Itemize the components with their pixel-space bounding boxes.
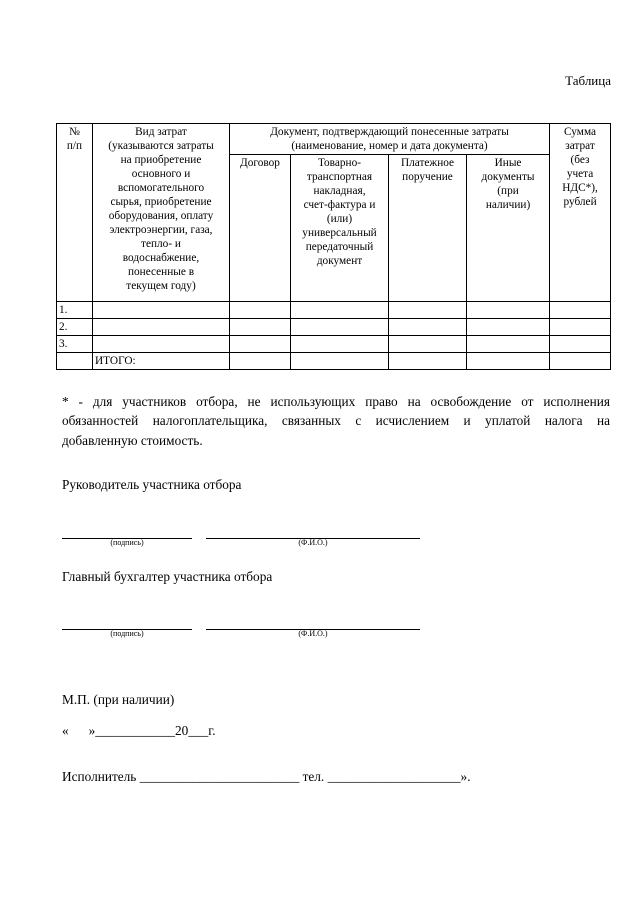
head-name-caption: (Ф.И.О.) bbox=[298, 538, 328, 547]
cell-cost-type bbox=[93, 302, 230, 319]
cell-cost-type bbox=[93, 336, 230, 353]
row-num: 1. bbox=[57, 302, 93, 319]
cell-invoice bbox=[291, 319, 389, 336]
total-contract bbox=[230, 353, 291, 370]
header-num: № п/п bbox=[57, 124, 93, 302]
head-signature-title: Руководитель участника отбора bbox=[62, 477, 242, 492]
cell-other-docs bbox=[467, 302, 550, 319]
cell-payment-order bbox=[389, 319, 467, 336]
vat-footnote bbox=[62, 392, 610, 450]
header-contract: Договор bbox=[230, 155, 291, 302]
footnote-line: обязанностей налогоплательщика, связанных с исчислением и уплатой налога на bbox=[62, 413, 610, 429]
header-payment-order: Платежное поручение bbox=[389, 155, 467, 302]
accountant-name-caption: (Ф.И.О.) bbox=[298, 629, 328, 638]
accountant-signature-title: Главный бухгалтер участника отбора bbox=[62, 569, 273, 584]
header-invoice: Товарно- транспортная накладная, счет-фактура и (или) универсальный передаточный документ bbox=[291, 155, 389, 302]
costs-table bbox=[56, 123, 611, 370]
cell-amount bbox=[550, 319, 611, 336]
cell-payment-order bbox=[389, 336, 467, 353]
stamp-text: М.П. (при наличии) bbox=[62, 692, 175, 707]
total-num-cell bbox=[57, 353, 93, 370]
row-num: 2. bbox=[57, 319, 93, 336]
row-num: 3. bbox=[57, 336, 93, 353]
total-payment-order bbox=[389, 353, 467, 370]
cell-contract bbox=[230, 319, 291, 336]
total-row bbox=[57, 353, 611, 370]
cell-invoice bbox=[291, 302, 389, 319]
cell-other-docs bbox=[467, 319, 550, 336]
cell-contract bbox=[230, 336, 291, 353]
head-signature-caption: (подпись) bbox=[110, 538, 144, 547]
cell-amount bbox=[550, 302, 611, 319]
cell-payment-order bbox=[389, 302, 467, 319]
cell-amount bbox=[550, 336, 611, 353]
table-row bbox=[57, 319, 611, 336]
header-cost-type: Вид затрат (указываются затраты на приобретение основного и вспомогательного сырья, приобретение оборудования, оплату электроэнергии, газа, тепло- и водоснабжение, понесенные в текущем году) bbox=[93, 124, 230, 302]
date-line: « »____________20___г. bbox=[62, 723, 216, 738]
table-row bbox=[57, 336, 611, 353]
total-invoice bbox=[291, 353, 389, 370]
total-amount bbox=[550, 353, 611, 370]
accountant-signature-caption: (подпись) bbox=[110, 629, 144, 638]
total-other-docs bbox=[467, 353, 550, 370]
total-label: ИТОГО: bbox=[93, 353, 230, 370]
table-caption: Таблица bbox=[565, 73, 611, 88]
executor-line: Исполнитель ________________________ тел. ____________________». bbox=[62, 769, 471, 784]
footnote-line: добавленную стоимость. bbox=[62, 432, 203, 448]
header-document-group: Документ, подтверждающий понесенные затраты (наименование, номер и дата документа) bbox=[230, 124, 550, 155]
cell-cost-type bbox=[93, 319, 230, 336]
cell-other-docs bbox=[467, 336, 550, 353]
cell-contract bbox=[230, 302, 291, 319]
header-amount: Сумма затрат (без учета НДС*), рублей bbox=[550, 124, 611, 302]
cell-invoice bbox=[291, 336, 389, 353]
header-other-docs: Иные документы (при наличии) bbox=[467, 155, 550, 302]
table-row bbox=[57, 302, 611, 319]
footnote-line: * - для участников отбора, не использующих право на освобождение от исполнения bbox=[62, 394, 610, 409]
